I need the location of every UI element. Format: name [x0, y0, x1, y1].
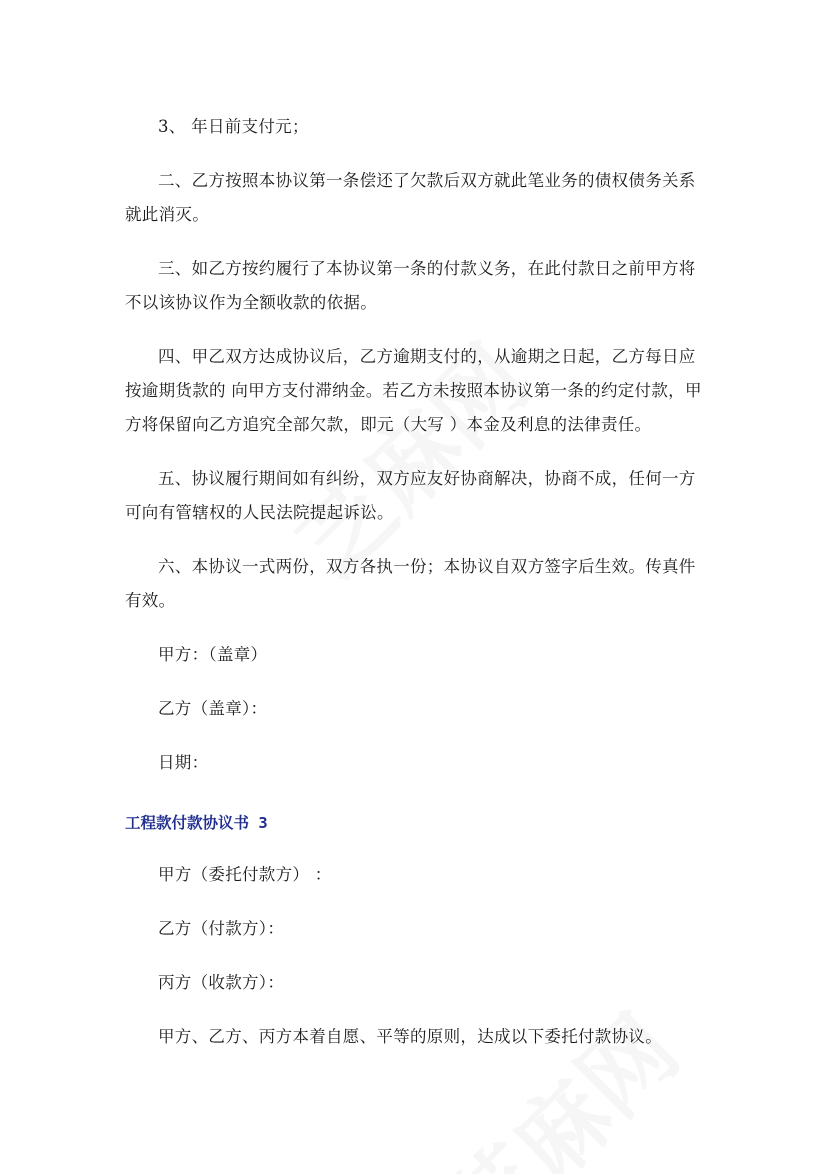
section3-intro: 甲方、乙方、丙方本着自愿、平等的原则，达成以下委托付款协议。 — [158, 1027, 662, 1046]
clause-6: 六、本协议一式两份，双方各执一份；本协议自双方签字后生效。传真件有效。 — [125, 557, 696, 610]
clause-5: 五、协议履行期间如有纠纷，双方应友好协商解决，协商不成，任何一方可向有管辖权的人民法院提起诉讼。 — [125, 469, 696, 522]
document-body — [125, 110, 705, 1074]
clause-4: 四、甲乙双方达成协议后，乙方逾期支付的，从逾期之日起，乙方每日应按逾期货款的 向甲方支付滞纳金。若乙方未按照本协议第一条的约定付款，甲方将保留向乙方追究全部欠款，即元（大写 ）本金及利息的法律责任。 — [125, 347, 702, 434]
clause-3: 三、如乙方按约履行了本协议第一条的付款义务，在此付款日之前甲方将不以该协议作为全额收款的依据。 — [125, 259, 696, 312]
signature-date: 日期： — [158, 753, 209, 772]
item-3: 3、 年日前支付元； — [158, 117, 309, 136]
section3-party-a: 甲方（委托付款方） ： — [158, 865, 332, 884]
section-heading: 工程款付款协议书 3 — [125, 814, 268, 832]
section3-party-c: 丙方（收款方）： — [158, 973, 285, 992]
section3-party-b: 乙方（付款方）： — [158, 919, 285, 938]
signature-party-a: 甲方：（盖章） — [158, 645, 268, 664]
clause-2: 二、乙方按照本协议第一条偿还了欠款后双方就此笔业务的债权债务关系就此消灭。 — [125, 171, 696, 224]
signature-party-b: 乙方（盖章）： — [158, 699, 268, 718]
